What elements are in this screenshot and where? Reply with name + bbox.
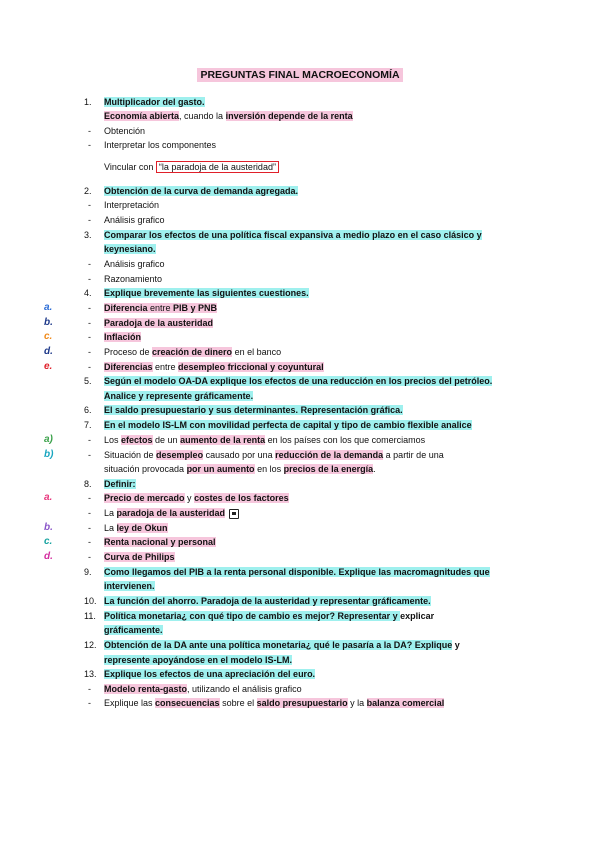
note-icon xyxy=(229,509,239,519)
handwritten-mark: a) xyxy=(44,434,53,445)
question-2: 2. Obtención de la curva de demanda agregada. xyxy=(84,186,299,196)
list-item: d. - Curva de Philips xyxy=(44,551,175,562)
handwritten-mark: b. xyxy=(44,522,53,533)
list-item: - Interpretación xyxy=(88,200,160,210)
question-1-link: Vincular con “la paradoja de la austeridad” xyxy=(0,160,600,174)
question-8: 8. Definir: xyxy=(84,479,136,489)
handwritten-mark: a. xyxy=(44,302,53,313)
question-5: 5. Según el modelo OA-DA explique los efectos de una reducción en los precios del petróleo. xyxy=(84,376,493,386)
list-item: - Razonamiento xyxy=(88,274,163,284)
list-item: - Modelo renta-gasto, utilizando el análisis grafico xyxy=(88,684,302,694)
page-title: PREGUNTAS FINAL MACROECONOMÍA xyxy=(0,69,600,81)
list-item-cont: situación provocada por un aumento en los precios de la energía. xyxy=(104,464,376,474)
question-3-cont: keynesiano. xyxy=(104,244,156,254)
question-6: 6. El saldo presupuestario y sus determinantes. Representación gráfica. xyxy=(84,405,403,415)
question-3: 3. Comparar los efectos de una política fiscal expansiva a medio plazo en el caso clásico y xyxy=(84,230,482,240)
list-item: c. - Inflación xyxy=(44,331,142,342)
handwritten-mark: e. xyxy=(44,361,53,372)
highlighted-box: “la paradoja de la austeridad” xyxy=(156,161,279,173)
question-5-cont: Analice y represente gráficamente. xyxy=(104,391,254,401)
list-item: - Explique las consecuencias sobre el saldo presupuestario y la balanza comercial xyxy=(88,698,445,708)
question-9: 9. Como llegamos del PIB a la renta personal disponible. Explique las macromagnitudes que xyxy=(84,567,490,577)
list-item: - Obtención xyxy=(88,126,146,136)
list-item: b. - Paradoja de la austeridad xyxy=(44,317,214,328)
list-item: b. - La ley de Okun xyxy=(44,522,168,533)
list-item: a. - Precio de mercado y costes de los factores xyxy=(44,492,289,503)
handwritten-mark: c. xyxy=(44,331,53,342)
question-9-cont: intervienen. xyxy=(104,581,155,591)
question-11-cont: gráficamente. xyxy=(104,625,163,635)
question-12-cont: represente apoyándose en el modelo IS-LM. xyxy=(104,655,293,665)
list-item: e. - Diferencias entre desempleo friccional y coyuntural xyxy=(44,361,324,372)
question-1: 1. Multiplicador del gasto. xyxy=(84,97,205,107)
question-11: 11. Política monetaria¿ con qué tipo de cambio es mejor? Representar y explicar xyxy=(84,611,435,621)
question-4: 4. Explique brevemente las siguientes cuestiones. xyxy=(84,288,309,298)
question-10: 10. La función del ahorro. Paradoja de la austeridad y representar gráficamente. xyxy=(84,596,431,606)
handwritten-mark: d. xyxy=(44,346,53,357)
question-12: 12. Obtención de la DA ante una política monetaria¿ qué le pasaría a la DA? Explique y xyxy=(84,640,460,650)
list-item: a) - Los efectos de un aumento de la renta en los países con los que comerciamos xyxy=(44,434,426,445)
handwritten-mark: b) xyxy=(44,449,54,460)
list-item: - Análisis grafico xyxy=(88,259,165,269)
handwritten-mark: d. xyxy=(44,551,53,562)
list-item: - Análisis grafico xyxy=(88,215,165,225)
list-item: - Interpretar los componentes xyxy=(88,140,217,150)
list-item: c. - Renta nacional y personal xyxy=(44,536,216,547)
handwritten-mark: a. xyxy=(44,492,53,503)
list-item: - La paradoja de la austeridad xyxy=(0,506,600,520)
question-13: 13. Explique los efectos de una apreciación del euro. xyxy=(84,669,316,679)
handwritten-mark: b. xyxy=(44,317,53,328)
list-item: b) - Situación de desempleo causado por una reducción de la demanda a partir de una xyxy=(44,449,444,460)
handwritten-mark: c. xyxy=(44,536,53,547)
question-7: 7. En el modelo IS-LM con movilidad perfecta de capital y tipo de cambio flexible analice xyxy=(84,420,472,430)
list-item: a. - Diferencia entre PIB y PNB xyxy=(44,302,218,313)
question-1-sub: Economía abierta, cuando la inversión depende de la renta xyxy=(104,111,353,121)
list-item: d. - Proceso de creación de dinero en el banco xyxy=(44,346,282,357)
